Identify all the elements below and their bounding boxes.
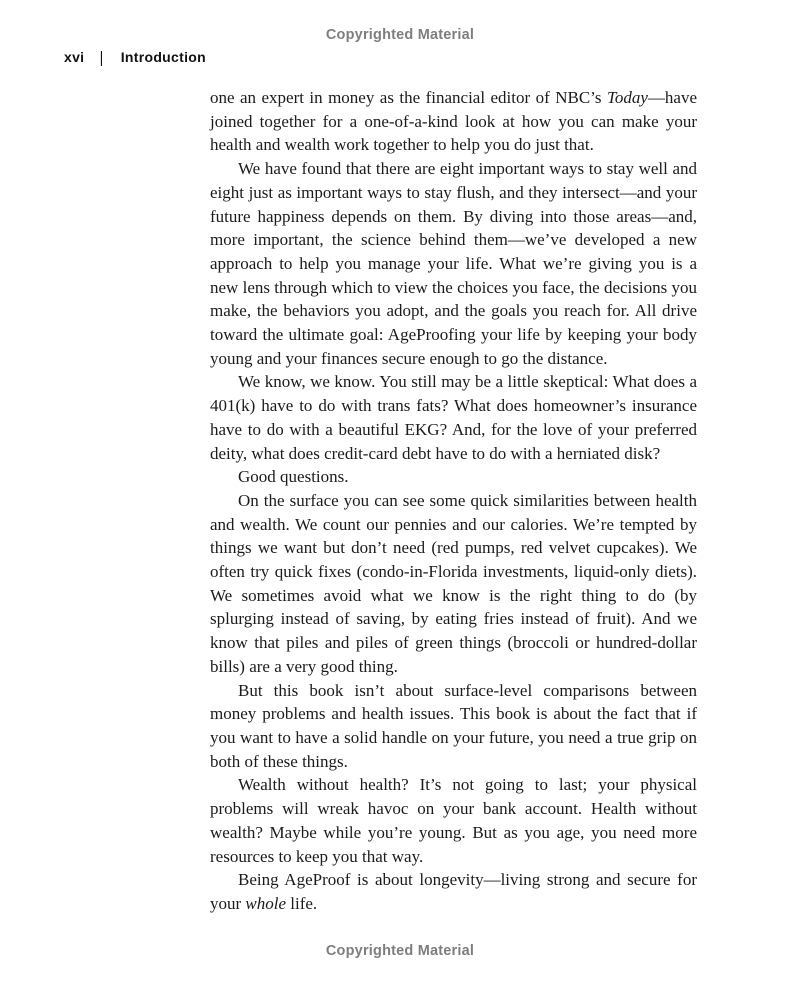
copyright-notice-top: Copyrighted Material — [325, 27, 475, 43]
running-header — [64, 49, 206, 65]
paragraph: one an expert in money as the financial editor of NBC’s Today—have joined together for a one-of-a-kind look at how you can make your health and wealth work together to help you do just that. — [210, 88, 697, 155]
page-number: xvi — [64, 49, 85, 65]
paragraph: Good questions. — [238, 467, 349, 487]
section-title: Introduction — [120, 49, 206, 65]
paragraph: We know, we know. You still may be a little skeptical: What does a 401(k) have to do with trans fats? What does homeowner’s insurance have to do with a beautiful EKG? And, for the love of your preferred deity, what does credit-card debt have to do with a herniated disk? — [210, 372, 697, 463]
paragraph: But this book isn’t about surface-level comparisons between money problems and health issues. This book is about the fact that if you want to have a solid handle on your future, you need a true grip on both of these things. — [210, 680, 697, 771]
paragraph: We have found that there are eight important ways to stay well and eight just as important ways to stay flush, and they intersect—and your future happiness depends on them. By diving into those areas—and, more important, the science behind them—we’ve developed a new approach to help you manage your life. What we’re giving you is a new lens through which to view the choices you face, the decisions you make, the behaviors you adopt, and the goals you reach for. All drive toward the ultimate goal: AgeProofing your life by keeping your body young and your finances secure enough to go the distance. — [210, 159, 697, 368]
body-text — [210, 86, 697, 916]
paragraph: On the surface you can see some quick similarities between health and wealth. We count our pennies and our calories. We’re tempted by things we want but don’t need (red pumps, red velvet cupcakes). We often try quick fixes (condo-in-Florida investments, liquid-only diets). We sometimes avoid what we know is the right thing to do (by splurging instead of saving, by eating fries instead of fruit). And we know that piles and piles of green things (broccoli or hundred-dollar bills) are a very good thing. — [210, 490, 697, 676]
copyright-notice-bottom: Copyrighted Material — [325, 943, 475, 959]
paragraph: Wealth without health? It’s not going to last; your physical problems will wreak havoc on your bank account. Health without wealth? Maybe while you’re young. But as you age, you need more resources to keep you that way. — [210, 775, 697, 866]
paragraph: Being AgeProof is about longevity—living strong and secure for your whole life. — [210, 870, 697, 913]
header-separator: | — [99, 48, 104, 66]
